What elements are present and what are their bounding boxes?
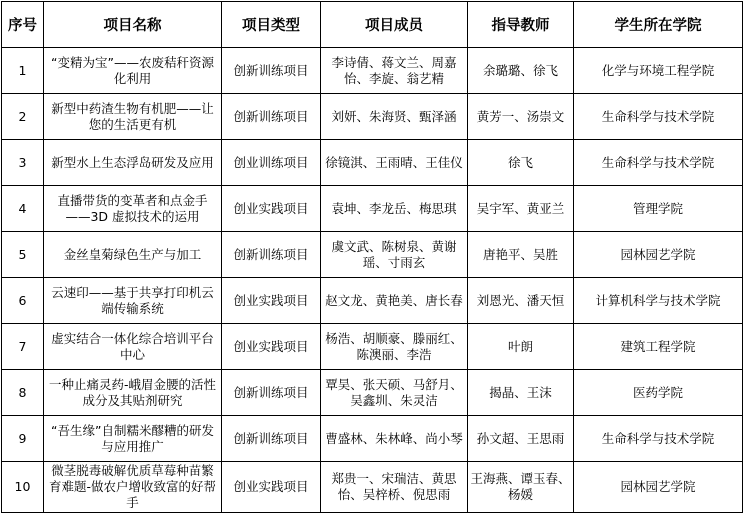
cell-no: 6 (2, 278, 44, 324)
cell-college: 化学与环境工程学院 (574, 48, 743, 94)
cell-members: 虞文武、陈树泉、黄谢瑶、寸雨玄 (321, 232, 468, 278)
cell-college: 生命科学与技术学院 (574, 140, 743, 186)
cell-no: 10 (2, 462, 44, 513)
cell-project-name: 微茎脱毒破解优质草莓种苗繁育难题-做农户增收致富的好帮手 (44, 462, 222, 513)
table-row (2, 140, 743, 186)
cell-members: 袁坤、李龙岳、梅思琪 (321, 186, 468, 232)
cell-project-name: 虚实结合一体化综合培训平台中心 (44, 324, 222, 370)
cell-project-name: 直播带货的变革者和点金手——3D 虚拟技术的运用 (44, 186, 222, 232)
cell-college: 园林园艺学院 (574, 462, 743, 513)
cell-no: 9 (2, 416, 44, 462)
cell-project-type: 创业实践项目 (222, 324, 321, 370)
table-row (2, 232, 743, 278)
table-row (2, 324, 743, 370)
header-cell-members: 项目成员 (321, 2, 468, 48)
cell-no: 4 (2, 186, 44, 232)
header-cell-college: 学生所在学院 (574, 2, 743, 48)
cell-advisor: 黄芳一、汤崇文 (468, 94, 574, 140)
header-row (2, 2, 743, 48)
cell-college: 计算机科学与技术学院 (574, 278, 743, 324)
cell-college: 生命科学与技术学院 (574, 416, 743, 462)
cell-advisor: 揭晶、王沫 (468, 370, 574, 416)
cell-project-name: 一种止痛灵药-峨眉金腰的活性成分及其贴剂研究 (44, 370, 222, 416)
cell-college: 管理学院 (574, 186, 743, 232)
cell-project-type: 创业实践项目 (222, 462, 321, 513)
cell-project-name: “吾生缘”自制糯米醪糟的研发与应用推广 (44, 416, 222, 462)
cell-project-name: “变精为宝”——农废秸秆资源化利用 (44, 48, 222, 94)
header-cell-type: 项目类型 (222, 2, 321, 48)
cell-project-type: 创业实践项目 (222, 278, 321, 324)
project-table (1, 1, 743, 513)
cell-advisor: 吴宇军、黄亚兰 (468, 186, 574, 232)
cell-college: 园林园艺学院 (574, 232, 743, 278)
cell-advisor: 叶朗 (468, 324, 574, 370)
cell-project-type: 创新训练项目 (222, 370, 321, 416)
cell-project-type: 创新训练项目 (222, 232, 321, 278)
cell-college: 生命科学与技术学院 (574, 94, 743, 140)
cell-project-name: 金丝皇菊绿色生产与加工 (44, 232, 222, 278)
cell-college: 医药学院 (574, 370, 743, 416)
cell-project-type: 创新训练项目 (222, 416, 321, 462)
cell-advisor: 王海燕、谭玉春、杨媛 (468, 462, 574, 513)
cell-members: 刘妍、朱海贤、甄泽涵 (321, 94, 468, 140)
cell-advisor: 余璐璐、徐飞 (468, 48, 574, 94)
cell-members: 曹盛林、朱林峰、尚小琴 (321, 416, 468, 462)
cell-project-type: 创业实践项目 (222, 186, 321, 232)
cell-no: 7 (2, 324, 44, 370)
cell-no: 2 (2, 94, 44, 140)
cell-members: 李诗倩、蒋文兰、周嘉怡、李旋、翁艺精 (321, 48, 468, 94)
cell-members: 徐镜淇、王雨晴、王佳仪 (321, 140, 468, 186)
cell-no: 5 (2, 232, 44, 278)
cell-project-type: 创业训练项目 (222, 140, 321, 186)
table-row (2, 48, 743, 94)
table-body (2, 48, 743, 513)
header-cell-advisor: 指导教师 (468, 2, 574, 48)
cell-no: 8 (2, 370, 44, 416)
table-row (2, 462, 743, 513)
cell-advisor: 唐艳平、吴胜 (468, 232, 574, 278)
cell-project-type: 创新训练项目 (222, 94, 321, 140)
header-cell-name: 项目名称 (44, 2, 222, 48)
cell-project-name: 新型中药渣生物有机肥——让您的生活更有机 (44, 94, 222, 140)
cell-college: 建筑工程学院 (574, 324, 743, 370)
cell-members: 郑贵一、宋瑞洁、黄思怡、吴梓桥、倪思雨 (321, 462, 468, 513)
cell-advisor: 徐飞 (468, 140, 574, 186)
cell-advisor: 孙文超、王思雨 (468, 416, 574, 462)
header-cell-no: 序号 (2, 2, 44, 48)
cell-members: 杨浩、胡顺豪、滕丽红、陈澳丽、李浩 (321, 324, 468, 370)
cell-members: 覃昊、张天硕、马舒月、吴鑫圳、朱灵洁 (321, 370, 468, 416)
cell-advisor: 刘恩光、潘天恒 (468, 278, 574, 324)
cell-project-name: 云速印——基于共享打印机云端传输系统 (44, 278, 222, 324)
table-row (2, 370, 743, 416)
table-row (2, 186, 743, 232)
cell-project-type: 创新训练项目 (222, 48, 321, 94)
cell-project-name: 新型水上生态浮岛研发及应用 (44, 140, 222, 186)
cell-no: 3 (2, 140, 44, 186)
table-row (2, 416, 743, 462)
table-row (2, 94, 743, 140)
table-row (2, 278, 743, 324)
cell-members: 赵文龙、黄艳美、唐长春 (321, 278, 468, 324)
cell-no: 1 (2, 48, 44, 94)
